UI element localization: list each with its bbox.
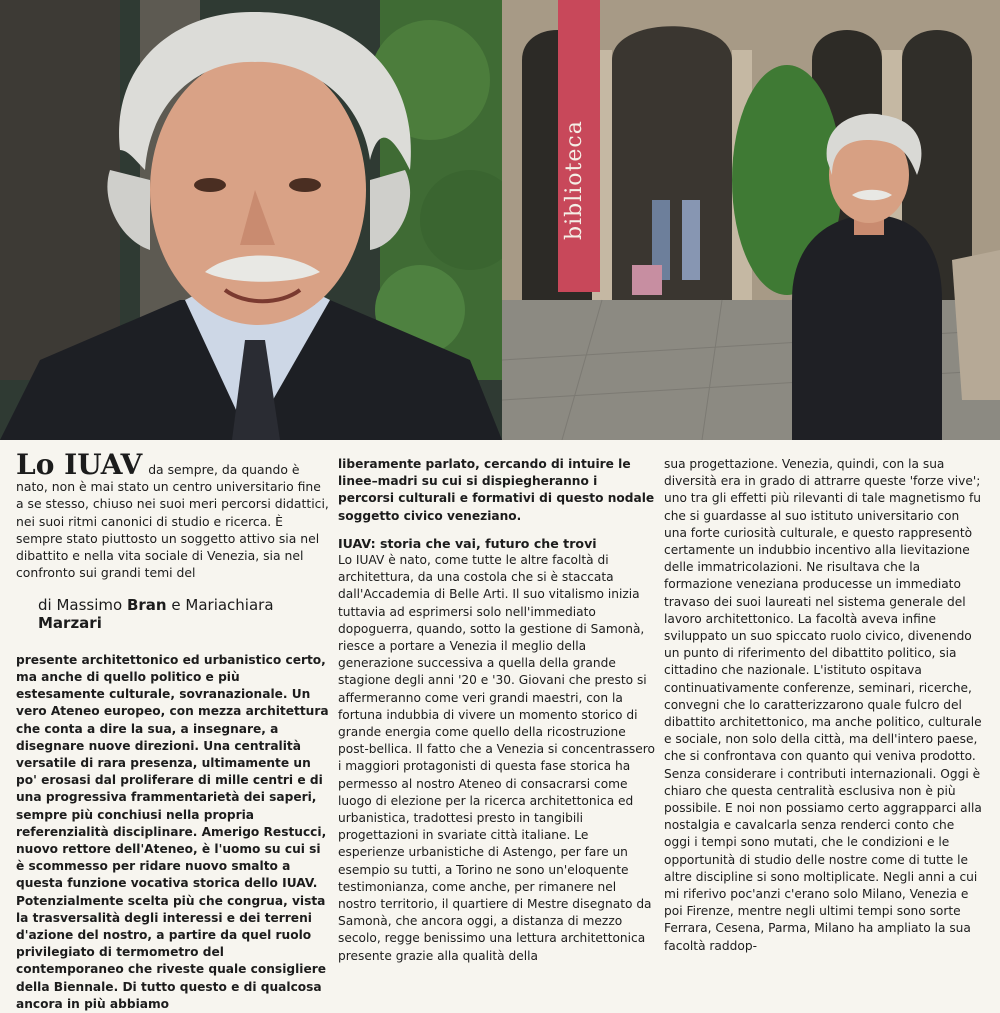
- article-column-2: [338, 456, 656, 965]
- portrait-photo: [0, 0, 502, 440]
- library-banner-text: biblioteca: [562, 120, 587, 240]
- article-title: Lo IUAV: [16, 448, 143, 481]
- column-2-body: Lo IUAV è nato, come tutte le altre facoltà di architettura, da una costola che si è staccata dall'Accademia di Belle Arti. Il suo vitalismo inizia tuttavia ad esprimersi solo nell'immediato dopoguerra, quando, sotto la gestione di Samonà, riesce a portare a Venezia il meglio della generazione successiva a quella della grande stagione degli anni '20 e '30. Giovani che presto si affermeranno come veri grandi maestri, con la fortuna indubbia di vivere un momento storico di grande energia come quello della ricostruzione post-bellica. Il fatto che a Venezia si concentrassero i maggiori protagonisti di questa fase storica ha permesso al nostro Ateneo di consacrarsi come luogo di elezione per la ricerca architettonica ed urbanistica, tradottesi presto in tangibili progettazioni in svariate città italiane. Le esperienze urbanistiche di Astengo, per fare un esempio su tutti, a Torino ne sono un'eloquente testimonianza, come anche, per rimanere nel nostro territorio, il quartiere di Mestre disegnato da Samonà, che ancora oggi, a distanza di mezzo secolo, regge benissimo una lettura architettonica presente grazie alla qualità della: [338, 553, 655, 963]
- author-1: Bran: [126, 596, 167, 615]
- column-3-body: sua progettazione. Venezia, quindi, con la sua diversità era in grado di attrarre queste 'forze vive'; uno tra gli effetti più rilevanti di tale magnetismo fu che si guardasse al suo istituto universitario con una forte curiosità culturale, e questo rappresentò certamente un indubbio incentivo alla lievitazione delle immatricolazioni. Ne risultava che la formazione veneziana producesse un immediato travaso dei suoi laureati nel sistema generale del lavoro architettonico. La facoltà aveva infine sviluppato un suo spiccato ruolo civico, divenendo un punto di riferimento del dibattito politico, sia cittadino che nazionale. L'istituto ospitava continuativamente conferenze, seminari, ricerche, convegni che lo caratterizzarono quale fulcro del dibattito architettonico, ma anche politico, culturale e sociale, non solo della città, ma dell'intero paese, che si confrontava con quanto qui veniva prodotto. Senza considerare i contributi internazionali. Oggi è chiaro che questa centralità esclusiva non è più possibile. E noi non possiamo certo aggrapparci alla nostalgia e cavalcarla senza renderci conto che oggi i tempi sono mutati, che le condizioni e le opportunità di studio delle nostre come di tutte le altre discipline si sono moltiplicate. Negli anni a cui mi riferivo poc'anzi c'erano solo Milano, Venezia e poi Firenze, mentre negli ultimi tempi sono sorte Ferrara, Cesena, Parma, Milano ha ampliato la sua facoltà raddop-: [664, 457, 982, 953]
- article-body: [0, 440, 1000, 1011]
- article-column-1: [16, 448, 330, 1013]
- column-1-body: presente architettonico ed urbanistico certo, ma anche di quello politico e più estesamente culturale, sovranazionale. Un vero Ateneo europeo, con mezza architettura che conta a dire la sua, a insegnare, a disegnare nuove direzioni. Una centralità versatile di rara presenza, ultimamente un po' erosasi dal proliferare di mille centri e di una progressiva frammentarietà dei saperi, sempre più conchiusi nella propria referenzialità disciplinare. Amerigo Restucci, nuovo rettore dell'Ateneo, è l'uomo su cui si è scommesso per ridare nuovo smalto a questa funzione vocativa storica dello IUAV. Potenzialmente scelta più che congrua, vista la trasversalità degli interessi e dei terreni d'azione del nostro, a partire da quel ruolo privilegiato di termometro del contemporaneo che riveste quale consigliere della Biennale. Di tutto questo e di qualcosa ancora in più abbiamo: [16, 652, 329, 1011]
- author-2: Marzari: [38, 613, 102, 632]
- lead-text: da sempre, da quando è nato, non è mai stato un centro universitario fine a se stesso, chiuso nei suoi meri percorsi didattici, nei suoi ritmi canonici di studio e ricerca. È sempre stato piuttosto un soggetto attivo sia nel dibattito e nella vita sociale di Venezia, sia nel confronto sui grandi temi del: [16, 462, 329, 581]
- column-2-intro: liberamente parlato, cercando di intuire le linee–madri su cui si dispiegheranno i percorsi culturali e formativi di questo nodale soggetto civico veneziano.: [338, 457, 655, 523]
- byline-mid: e Mariachiara: [171, 596, 274, 615]
- byline-prefix: di Massimo: [38, 596, 123, 615]
- section-heading: IUAV: storia che vai, futuro che trovi: [338, 535, 597, 551]
- article-column-3: [664, 456, 984, 955]
- byline: [38, 597, 330, 631]
- photo-area: [0, 0, 1000, 440]
- portrait-illustration: [0, 0, 502, 440]
- article-lead: [16, 448, 330, 581]
